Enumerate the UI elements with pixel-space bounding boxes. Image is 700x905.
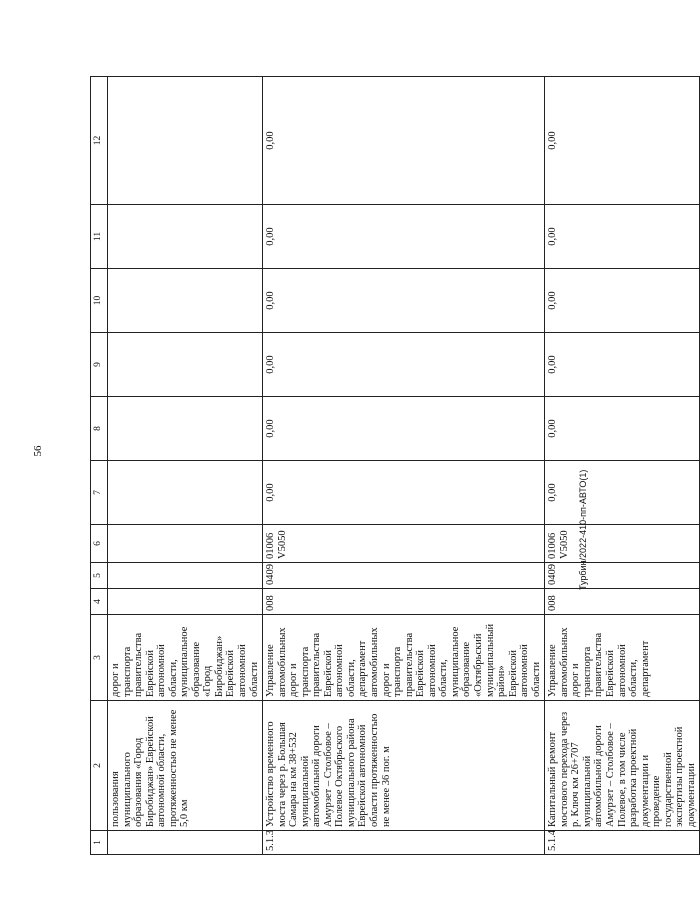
item-grbs: 008	[263, 589, 545, 615]
document-footer-code: Турбин/2022-410-пп-АВТО(1)	[578, 469, 588, 590]
item-amount: 0,00	[545, 333, 700, 397]
item-number: 5.1.3	[263, 831, 545, 855]
item-rzpr: 0409	[545, 563, 700, 589]
item-amount	[108, 333, 263, 397]
budget-table	[90, 76, 700, 855]
item-amount	[108, 269, 263, 333]
col-header: 10	[91, 269, 108, 333]
item-amount: 0,00	[263, 461, 545, 525]
item-amount	[108, 461, 263, 525]
item-csr: 01006 V5050	[545, 525, 700, 563]
table-row	[545, 77, 700, 855]
col-header: 9	[91, 333, 108, 397]
item-number	[108, 831, 263, 855]
item-grbs	[108, 589, 263, 615]
col-header: 3	[91, 615, 108, 701]
header-row	[91, 77, 108, 855]
item-amount: 0,00	[263, 205, 545, 269]
item-amount: 0,00	[545, 205, 700, 269]
item-name: Устройство временного моста через р. Большая Самара на км 38+532 муниципальной автомобильной дороги Амурзет – Столбовое – Полевое Октябрьского муниципального района Еврейской автономной области протяженностью не менее 36 пог. м	[263, 701, 545, 831]
item-amount	[108, 205, 263, 269]
item-amount: 0,00	[263, 333, 545, 397]
col-header: 6	[91, 525, 108, 563]
col-header: 12	[91, 77, 108, 205]
item-executor: Управление автомобильных дорог и транспорта правительства Еврейской автономной области, департамент	[545, 615, 700, 701]
item-amount: 0,00	[545, 269, 700, 333]
item-amount: 0,00	[263, 397, 545, 461]
item-amount: 0,00	[545, 77, 700, 205]
col-header: 8	[91, 397, 108, 461]
table-row	[108, 77, 263, 855]
item-amount	[108, 397, 263, 461]
col-header: 2	[91, 701, 108, 831]
item-amount: 0,00	[545, 461, 700, 525]
item-number: 5.1.4	[545, 831, 700, 855]
item-amount: 0,00	[263, 77, 545, 205]
col-header: 1	[91, 831, 108, 855]
item-executor: дорог и транспорта правительства Еврейской автономной области, муниципальное образование «Город Биробиджан» Еврейской автономной области	[108, 615, 263, 701]
item-name: пользования муниципального образования «Город Биробиджан» Еврейской автономной области, протяженностью не менее 5,0 км	[108, 701, 263, 831]
page-number: 56	[32, 445, 44, 457]
item-csr: 01006 V5050	[263, 525, 545, 563]
item-executor: Управление автомобильных дорог и транспорта правительства Еврейской автономной области, департамент автомобильных дорог и транспорта правительства Еврейской автономной области, муниципальное образование «Октябрьский муниципальный район» Еврейской автономной области	[263, 615, 545, 701]
col-header: 4	[91, 589, 108, 615]
col-header: 11	[91, 205, 108, 269]
table-row	[263, 77, 545, 855]
item-name: Капитальный ремонт мостового перехода через р. Ключ км 26+707 муниципальной автомобильной дороги Амурзет – Столбовое – Полевое, в том числе разработка проектной документации и проведение государственной экспертизы проектной документации	[545, 701, 700, 831]
item-amount: 0,00	[263, 269, 545, 333]
item-rzpr: 0409	[263, 563, 545, 589]
item-csr	[108, 525, 263, 563]
item-amount: 0,00	[545, 397, 700, 461]
col-header: 5	[91, 563, 108, 589]
col-header: 7	[91, 461, 108, 525]
item-rzpr	[108, 563, 263, 589]
item-amount	[108, 77, 263, 205]
item-grbs: 008	[545, 589, 700, 615]
